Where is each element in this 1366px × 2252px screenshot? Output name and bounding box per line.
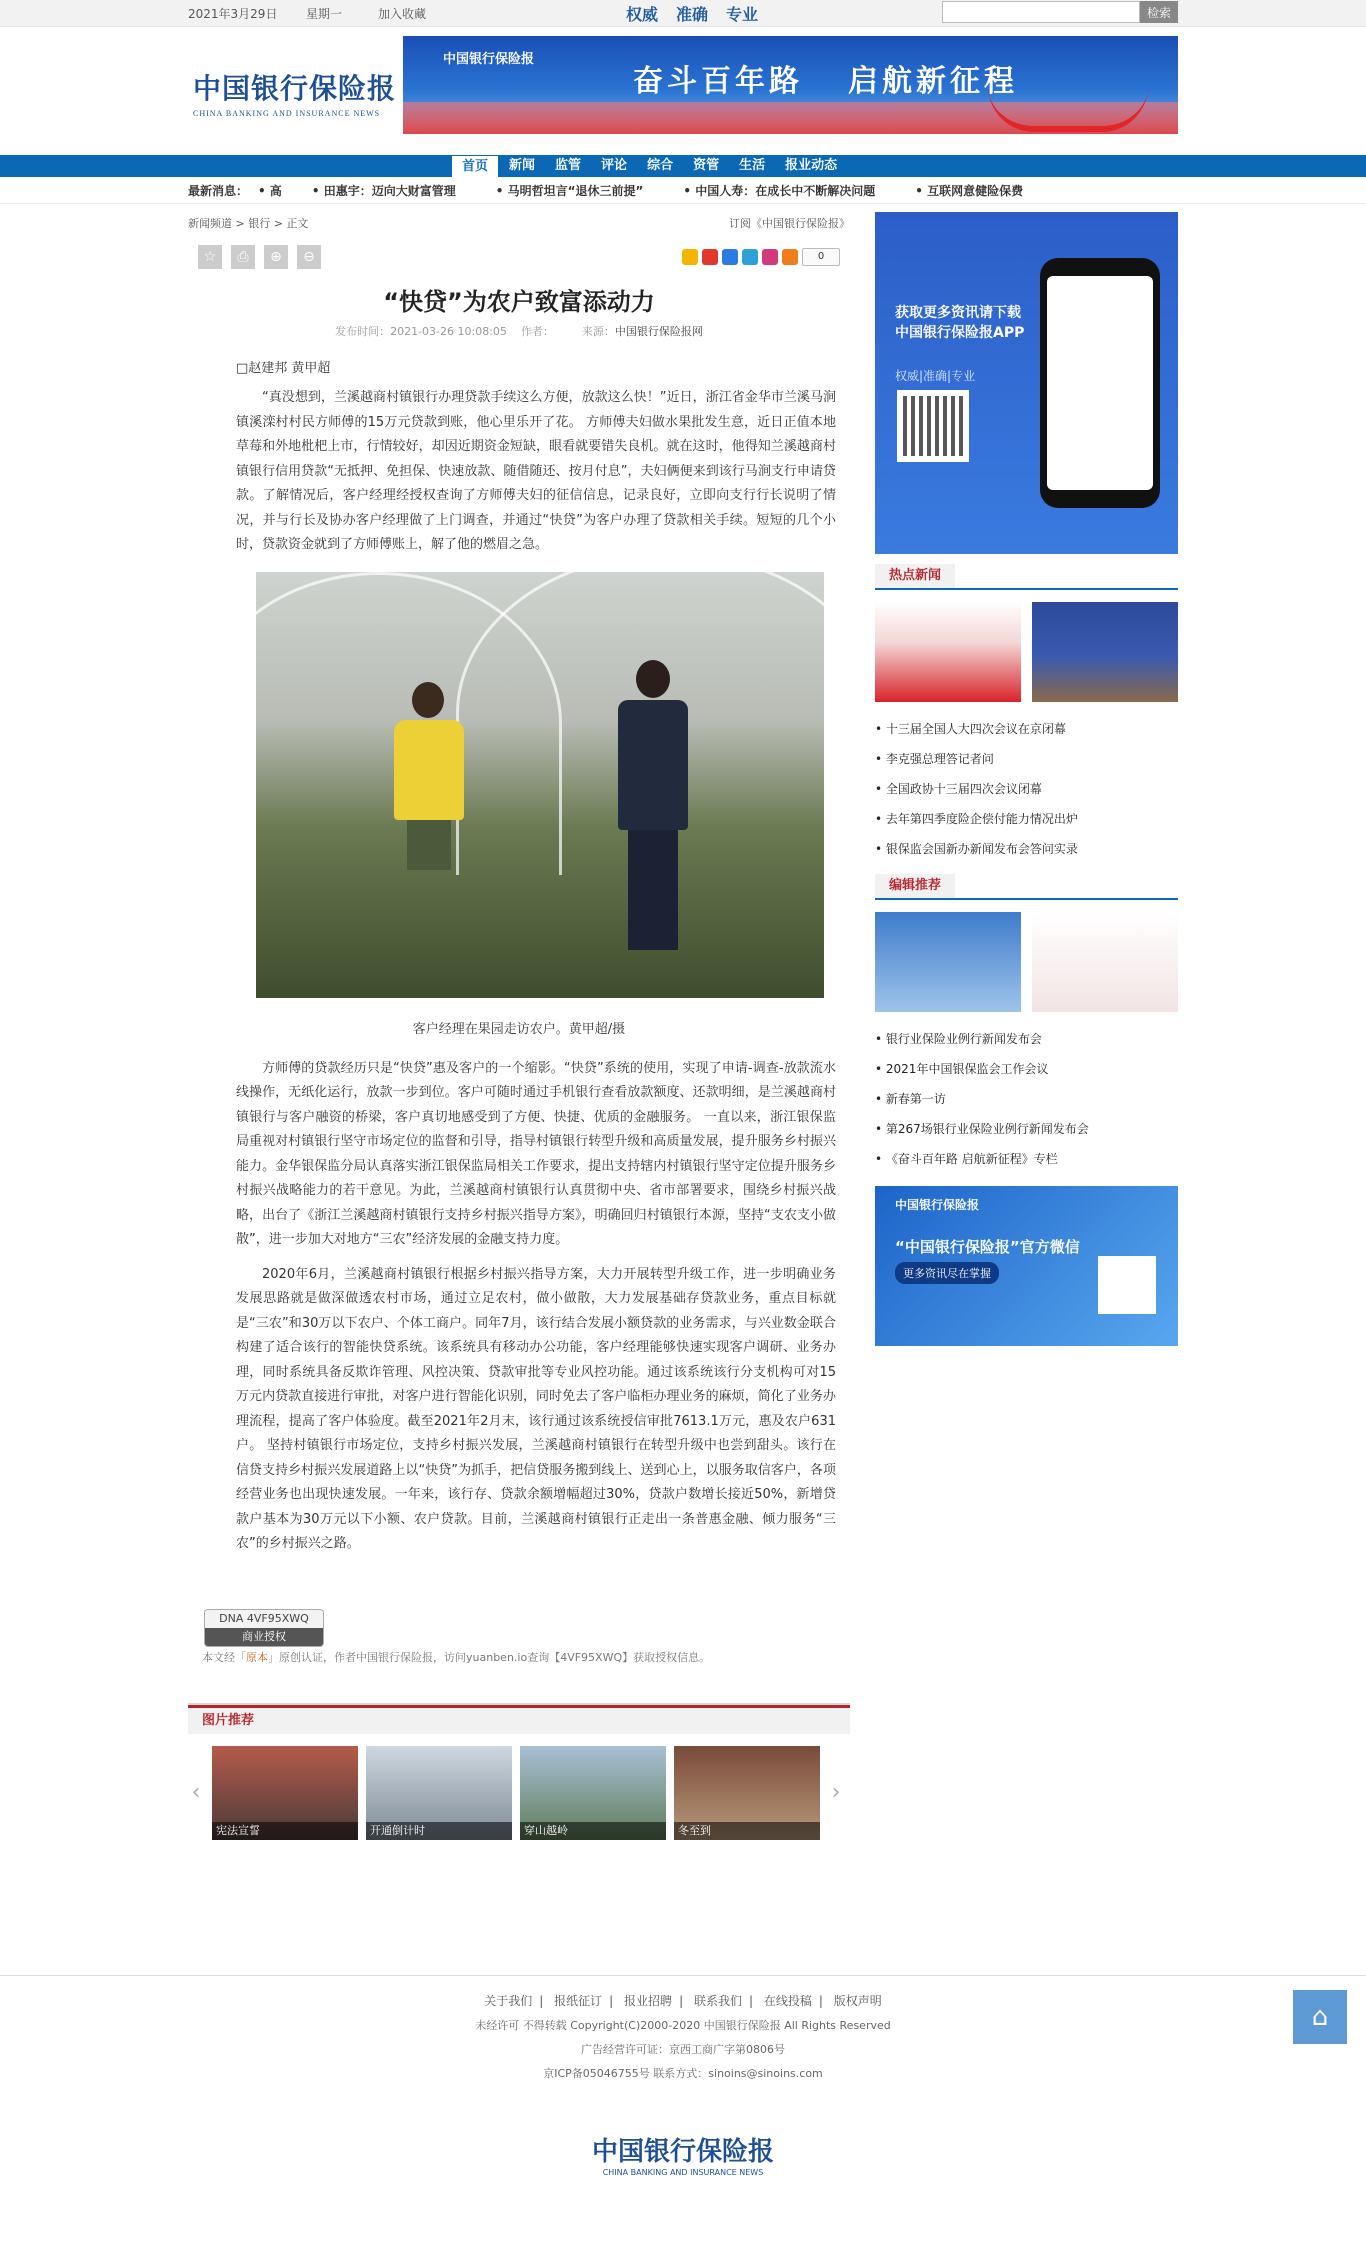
article-column — [188, 212, 850, 1840]
hot-news-item[interactable]: • 全国政协十三届四次会议闭幕 — [875, 774, 1178, 804]
article-paragraph: 方师傅的贷款经历只是“快贷”惠及客户的一个缩影。“快贷”系统的使用，实现了申请-调查-放款流水线操作，无纸化运行，放款一步到位。客户可随时通过手机银行查看放款额度、还款明细，是兰溪越商村镇银行与客户融资的桥梁，客户真切地感受到了方便、快捷、优质的金融服务。 一直以来，浙江银保监局重视对村镇银行坚守市场定位的监督和引导，指导村镇银行转型升级和高质量发展，提升服务乡村振兴能力。金华银保监分局认真落实浙江银保监局相关工作要求，提出支持辖内村镇银行坚守定位提升服务乡村振兴战略能力的若干意见。为此，兰溪越商村镇银行认真贯彻中央、省市部署要求，围绕乡村振兴战略，出台了《浙江兰溪越商村镇银行支持乡村振兴指导方案》，明确回归村镇银行本源，坚持“支农支小做散”，进一步加大对地方“三农”经济发展的金融支持力度。 — [236, 1060, 836, 1247]
notice-post: 」原创认证，作者中国银行保险报，访问yuanben.io查询【4VF95XWQ】获取授权信息。 — [268, 1650, 711, 1664]
phone-mockup — [1040, 258, 1160, 508]
site-logo[interactable] — [193, 67, 398, 127]
favorite-star-icon[interactable]: ☆ — [198, 245, 222, 269]
app-line-2: 中国银行保险报APP — [895, 325, 1025, 341]
breadcrumb: 新闻频道 > 银行 > 正文 订阅《中国银行保险报》 — [188, 217, 850, 230]
picture-thumb[interactable] — [520, 1746, 666, 1840]
hot-news-header — [875, 564, 1178, 590]
add-favorite-link[interactable]: 加入收藏 — [378, 6, 427, 21]
breadcrumb-news[interactable]: 新闻频道 — [188, 217, 232, 230]
wechat-line-1: “中国银行保险报”官方微信 — [895, 1238, 1080, 1256]
nav-news[interactable]: 新闻 — [509, 158, 536, 173]
search-input[interactable] — [942, 1, 1140, 23]
picture-recommend-title: 图片推荐 — [188, 1705, 850, 1734]
news-ticker — [0, 177, 1366, 204]
footer-copyright: 未经许可 不得转载 Copyright(C)2000-2020 中国银行保险报 All Rights Reserved — [475, 2019, 891, 2032]
picture-label: 宪法宣誓 — [212, 1822, 358, 1840]
breadcrumb-bank[interactable]: 银行 — [248, 217, 271, 230]
breadcrumb-current: 正文 — [286, 217, 309, 230]
article-byline: □赵建邦 黄甲超 — [236, 361, 331, 376]
article-paragraph: “真没想到，兰溪越商村镇银行办理贷款手续这么方便，放款这么快！”近日，浙江省金华市兰溪马涧镇溪滦村村民方师傅的15万元贷款到账，他心里乐开了花。 方师傅夫妇做水果批发生意，近日正值本地草莓和外地枇杷上市，行情较好，却因近期资金短缺，眼看就要错失良机。就在这时，他得知兰溪越商村镇银行信用贷款“无抵押、免担保、快速放款、随借随还、按月付息”，夫妇俩便来到该行马涧支行申请贷款。了解情况后，客户经理经授权查询了方师傅夫妇的征信信息，记录良好，立即向支行行长说明了情况，并与行长及协办客户经理做了上门调查，并通过“快贷”为客户办理了贷款相关手续。短短的几个小时，贷款资金就到了方师傅账上，解了他的燃眉之急。 — [236, 390, 836, 552]
article-meta — [188, 323, 850, 339]
source-label: 来源： — [581, 325, 615, 338]
publish-label: 发布时间： — [335, 325, 391, 338]
dna-badge[interactable] — [204, 1609, 324, 1647]
wechat-qr-code — [1098, 1256, 1156, 1314]
photo-caption: 客户经理在果园走访农户。黄甲超/摄 — [412, 1021, 626, 1037]
search-button[interactable]: 检索 — [1140, 1, 1178, 23]
top-bar — [0, 0, 1366, 27]
slogans — [626, 2, 758, 25]
banner-title-1: 奋斗百年路 — [633, 64, 803, 99]
manager-figure — [618, 660, 688, 960]
share-renren-icon[interactable] — [722, 249, 738, 265]
publish-time: 2021-03-26 10:08:05 — [390, 325, 507, 338]
hot-news-item[interactable]: • 去年第四季度险企偿付能力情况出炉 — [875, 804, 1178, 834]
app-download-banner[interactable] — [875, 212, 1178, 554]
editor-images — [875, 912, 1178, 1012]
footer-link-contact[interactable]: 联系我们 — [693, 1994, 742, 2008]
share-tencent-icon[interactable] — [742, 249, 758, 265]
editor-news-item[interactable]: • 2021年中国银保监会工作会议 — [875, 1054, 1178, 1084]
subscribe-link[interactable]: 订阅《中国银行保险报》 — [729, 217, 850, 230]
footer-ad-license: 广告经营许可证：京西工商广字第0806号 — [581, 2043, 785, 2056]
picture-thumb[interactable] — [674, 1746, 820, 1840]
search-box — [942, 1, 1178, 23]
picture-label: 冬至到 — [674, 1822, 820, 1840]
hot-news-item[interactable]: • 银保监会国新办新闻发布会答问实录 — [875, 834, 1178, 864]
hot-news-image[interactable] — [875, 602, 1021, 702]
picture-label: 开通倒计时 — [366, 1822, 512, 1840]
wechat-logo: 中国银行保险报 — [895, 1198, 980, 1212]
editor-image[interactable] — [875, 912, 1021, 1012]
main-area — [188, 212, 1178, 1840]
current-date: 2021年3月29日 — [188, 6, 278, 21]
editor-news-item[interactable]: • 第267场银行业保险业例行新闻发布会 — [875, 1114, 1178, 1144]
hot-news-image[interactable] — [1032, 602, 1178, 702]
header-banner[interactable] — [403, 36, 1178, 134]
next-arrow-icon[interactable]: › — [831, 1780, 841, 1805]
article-photo — [256, 572, 824, 998]
ticker-item[interactable]: • 高 — [258, 182, 282, 199]
nav-asset-management[interactable]: 资管 — [693, 158, 720, 173]
sidebar — [875, 212, 1178, 1840]
nav-comment[interactable]: 评论 — [601, 158, 628, 173]
article-title: “快贷”为农户致富添动力 — [383, 288, 655, 316]
dna-code: DNA 4VF95XWQ — [205, 1610, 323, 1628]
share-kaixin-icon[interactable] — [762, 249, 778, 265]
picture-thumb[interactable] — [366, 1746, 512, 1840]
notice-pre: 本文经「 — [202, 1650, 246, 1664]
hot-news-item[interactable]: • 李克强总理答记者问 — [875, 744, 1178, 774]
picture-thumb[interactable] — [212, 1746, 358, 1840]
picture-recommend — [188, 1703, 850, 1840]
notice-original[interactable]: 原本 — [246, 1650, 268, 1664]
logo-text-en: CHINA BANKING AND INSURANCE NEWS — [193, 109, 381, 118]
banner-logo: 中国银行保险报 — [443, 52, 535, 67]
article-toolbar — [188, 240, 850, 274]
slogan-1: 权威 — [626, 4, 659, 24]
app-line-1: 获取更多资讯请下载 — [895, 305, 1021, 321]
editor-news-item[interactable]: • 《奋斗百年路 启航新征程》专栏 — [875, 1144, 1178, 1174]
dna-license: 商业授权 — [205, 1628, 323, 1646]
slogan-2: 准确 — [676, 4, 709, 24]
site-footer — [0, 1975, 1366, 2252]
site-header — [188, 27, 1178, 155]
footer-logo-en: CHINA BANKING AND INSURANCE NEWS — [602, 2168, 764, 2177]
ticker-item[interactable]: • 互联网意健险保费 — [915, 182, 1023, 199]
share-more-icon[interactable] — [782, 249, 798, 265]
logo-text-cn: 中国银行保险报 — [193, 72, 397, 105]
nav-press-news[interactable]: 报业动态 — [785, 158, 838, 173]
current-weekday: 星期一 — [306, 6, 343, 21]
hot-news-images — [875, 602, 1178, 702]
editor-image[interactable] — [1032, 912, 1178, 1012]
editor-news-item[interactable]: • 银行业保险业例行新闻发布会 — [875, 1024, 1178, 1054]
ticker-item[interactable]: • 中国人寿：在成长中不断解决问题 — [683, 182, 875, 199]
share-weibo-icon[interactable] — [702, 249, 718, 265]
back-to-top-icon[interactable]: ⌂ — [1293, 1990, 1347, 2044]
editor-recommend-header — [875, 874, 1178, 900]
zoom-out-icon[interactable]: ⊖ — [297, 245, 321, 269]
footer-icp: 京ICP备05046755号 联系方式：sinoins@sinoins.com — [543, 2067, 823, 2080]
app-qr-code — [897, 390, 969, 462]
share-bar — [682, 248, 840, 266]
author-label: 作者： — [520, 325, 554, 338]
app-line-3: 权威|准确|专业 — [895, 369, 976, 383]
nav-general[interactable]: 综合 — [647, 158, 674, 173]
nav-home[interactable]: 首页 — [451, 155, 499, 177]
hot-news-list — [875, 714, 1178, 864]
footer-link-submit[interactable]: 在线投稿 — [763, 1994, 812, 2008]
footer-link-jobs[interactable]: 报业招聘 — [624, 1994, 673, 2008]
hot-news-item[interactable]: • 十三届全国人大四次会议在京闭幕 — [875, 714, 1178, 744]
footer-link-copyright[interactable]: 版权声明 — [833, 1994, 882, 2008]
ticker-item[interactable]: • 田惠宇：迈向大财富管理 — [312, 182, 456, 199]
print-icon[interactable]: ⎙ — [231, 245, 255, 269]
banner-title-2: 启航新征程 — [848, 64, 1018, 99]
editor-news-item[interactable]: • 新春第一访 — [875, 1084, 1178, 1114]
ticker-label: 最新消息： — [188, 183, 249, 198]
copyright-notice — [202, 1649, 850, 1665]
footer-link-about[interactable]: 关于我们 — [484, 1994, 533, 2008]
ticker-item[interactable]: • 马明哲坦言“退休三前提” — [496, 182, 644, 199]
editor-recommend-title: 编辑推荐 — [875, 874, 955, 898]
source: 中国银行保险报网 — [614, 325, 703, 338]
editor-recommend-list — [875, 1024, 1178, 1174]
article-paragraph: 2020年6月，兰溪越商村镇银行根据乡村振兴指导方案，大力开展转型升级工作，进一步明确业务发展思路就是做深做透农村市场，通过立足农村，做小做散，大力发展基础存贷款业务，重点目标就是“三农”和30万以下农户、个体工商户。同年7月，该行结合发展小额贷款的业务需求，与兴业数金联合构建了适合该行的智能快贷系统。该系统具有移动办公功能，客户经理能够快速实现客户调研、业务办理，同时系统具备反欺诈管理、风控决策、贷款审批等专业风控功能。通过该系统该行分支机构可对15万元内贷款直接进行审批，对客户进行智能化识别，同时免去了客户临柜办理业务的麻烦，简化了业务办理流程，提高了客户体验度。截至2021年2月末，该行通过该系统授信审批7613.1万元，惠及农户631户。 坚持村镇银行市场定位，支持乡村振兴发展，兰溪越商村镇银行在转型升级中也尝到甜头。该行在信贷支持乡村振兴发展道路上以“快贷”为抓手，把信贷服务搬到线上、送到心上，以服务取信客户，各项经营业务也出现快速发展。一年来，该行存、贷款余额增幅超过30%，贷款户数增长接近50%，新增贷款户基本为30万元以下小额、农户贷款。目前，兰溪越商村镇银行正走出一条普惠金融、倾力服务“三农”的乡村振兴之路。 — [236, 1266, 836, 1551]
footer-logo: 中国银行保险报 — [591, 2137, 774, 2167]
prev-arrow-icon[interactable]: ‹ — [191, 1780, 201, 1805]
share-qzone-icon[interactable] — [682, 249, 698, 265]
wechat-line-2: 更多资讯尽在掌握 — [895, 1262, 999, 1284]
hot-news-title: 热点新闻 — [875, 564, 955, 588]
slogan-3: 专业 — [726, 4, 759, 24]
main-nav — [0, 155, 1366, 177]
farmer-figure — [394, 682, 464, 872]
footer-links: 关于我们 | 报纸征订 | 报业招聘 | 联系我们 | 在线投稿 | 版权声明 — [484, 1994, 882, 2008]
footer-link-subscribe[interactable]: 报纸征订 — [554, 1994, 603, 2008]
zoom-in-icon[interactable]: ⊕ — [264, 245, 288, 269]
share-count: 0 — [802, 248, 840, 266]
wechat-banner[interactable] — [875, 1186, 1178, 1346]
picture-label: 穿山越岭 — [520, 1822, 666, 1840]
nav-life[interactable]: 生活 — [739, 158, 766, 173]
nav-regulation[interactable]: 监管 — [555, 158, 582, 173]
